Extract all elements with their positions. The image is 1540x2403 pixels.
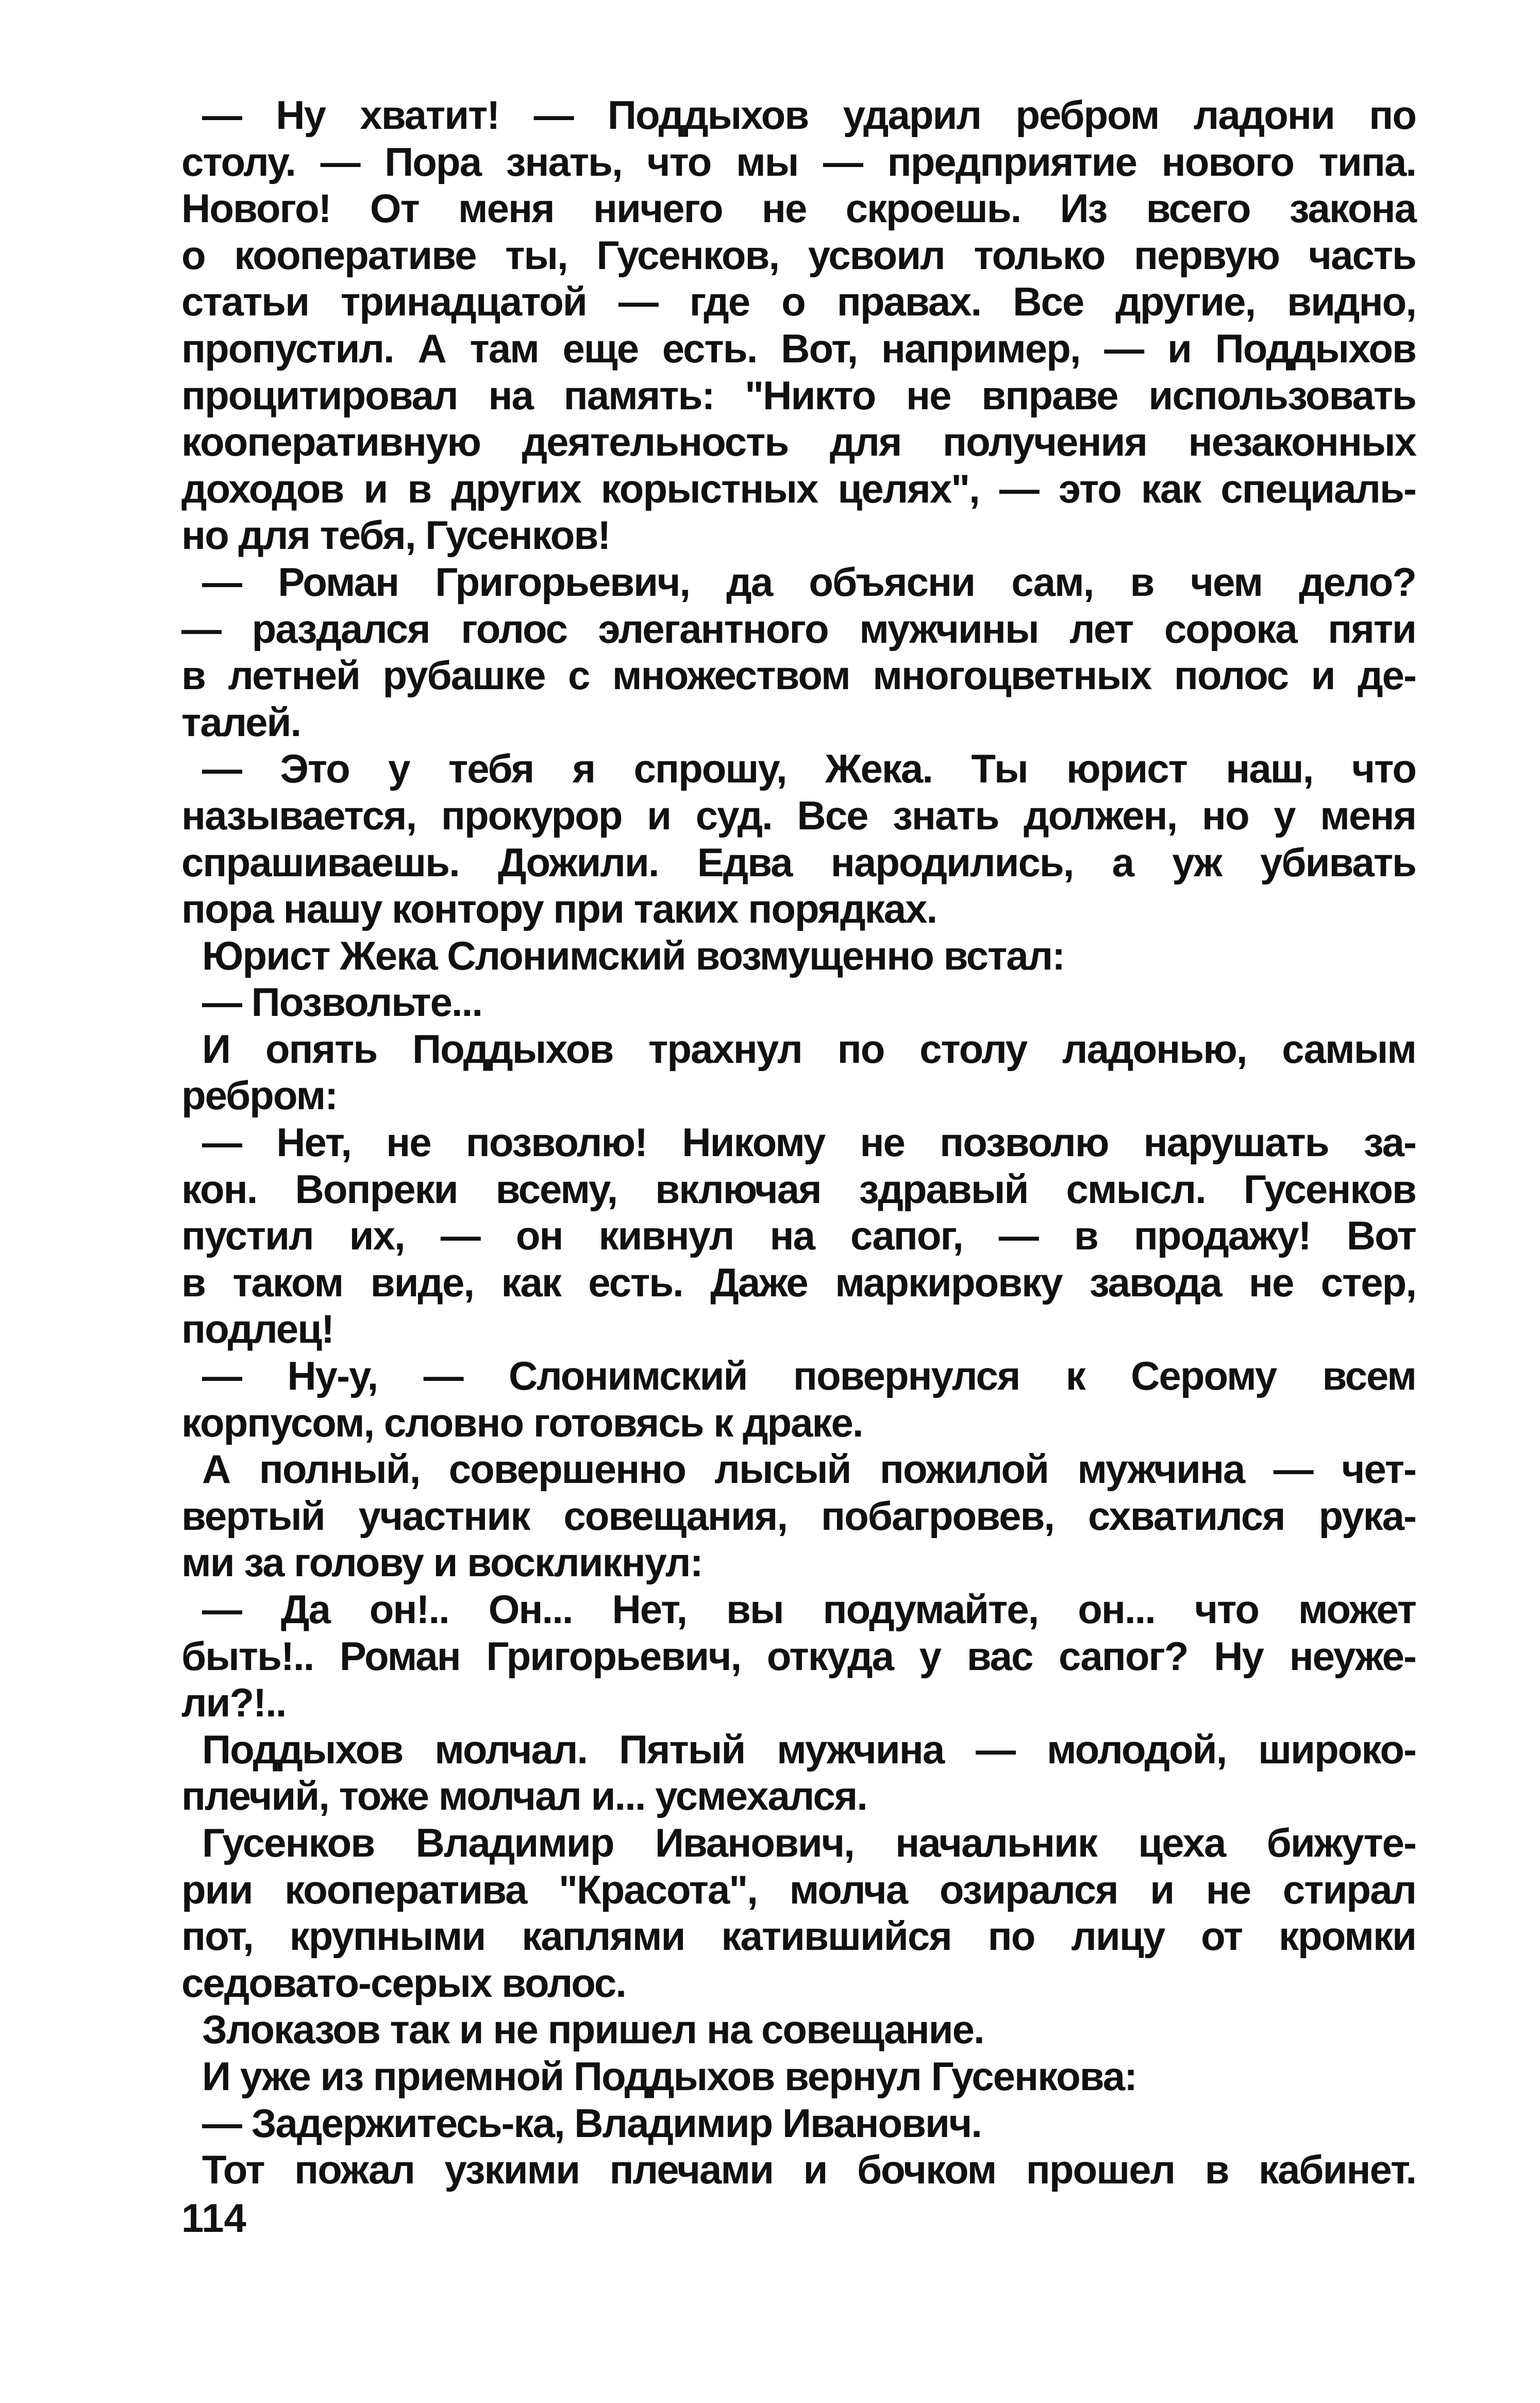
text-line: быть!.. Роман Григорьевич, откуда у вас сапог? Ну неуже- [181, 1633, 1416, 1679]
text-line: пора нашу контору при таких порядках. [181, 886, 937, 932]
text-line: статьи тринадцатой — где о правах. Все другие, видно, [181, 279, 1416, 325]
text-line: в таком виде, как есть. Даже маркировку завода не стер, [181, 1259, 1416, 1305]
text-line: Поддыхов молчал. Пятый мужчина — молодой, широко- [202, 1726, 1416, 1772]
text-line: кооперативную деятельность для получения незаконных [181, 419, 1416, 465]
text-line: И опять Поддыхов трахнул по столу ладонью, самым [202, 1026, 1416, 1072]
text-line: — Это у тебя я спрошу, Жека. Ты юрист наш, что [202, 746, 1416, 792]
text-line: процитировал на память: "Никто не вправе использовать [181, 372, 1416, 418]
text-line: ребром: [181, 1073, 338, 1119]
text-line: седовато-серых волос. [181, 1960, 626, 2006]
text-line: Гусенков Владимир Иванович, начальник цеха бижуте- [202, 1820, 1416, 1865]
text-line: рии кооператива "Красота", молча озирался и не стирал [181, 1866, 1416, 1912]
text-line: о кооперативе ты, Гусенков, усвоил только первую часть [181, 232, 1416, 278]
text-line: — Ну хватит! — Поддыхов ударил ребром ладони по [202, 92, 1416, 138]
text-line: подлец! [181, 1306, 334, 1352]
text-line: Тот пожал узкими плечами и бочком прошел в кабинет. [202, 2147, 1416, 2193]
text-line: талей. [181, 699, 301, 745]
text-line: называется, прокурор и суд. Все знать должен, но у меня [181, 792, 1416, 838]
text-line: Нового! От меня ничего не скроешь. Из всего закона [181, 186, 1416, 231]
text-line: пропустил. А там еще есть. Вот, например, — и Поддыхов [181, 325, 1416, 371]
text-line: столу. — Пора знать, что мы — предприятие нового типа. [181, 139, 1416, 185]
text-line: спрашиваешь. Дожили. Едва народились, а уж убивать [181, 839, 1416, 885]
text-line: А полный, совершенно лысый пожилой мужчина — чет- [202, 1446, 1416, 1492]
text-line: Злоказов так и не пришел на совещание. [202, 2007, 984, 2052]
text-line: пустил их, — он кивнул на сапог, — в продажу! Вот [181, 1213, 1416, 1259]
text-line: доходов и в других корыстных целях", — это как специаль- [181, 465, 1416, 511]
text-line: — Роман Григорьевич, да объясни сам, в чем дело? [202, 559, 1416, 605]
text-line: кон. Вопреки всему, включая здравый смысл. Гусенков [181, 1166, 1416, 1212]
text-line: плечий, тоже молчал и... усмехался. [181, 1773, 867, 1819]
text-line: Юрист Жека Слонимский возмущенно встал: [202, 932, 1065, 978]
text-line: ли?!.. [181, 1680, 286, 1726]
text-line: но для тебя, Гусенков! [181, 512, 610, 558]
text-line: — Да он!.. Он... Нет, вы подумайте, он... что может [202, 1587, 1416, 1632]
text-line: ми за голову и воскликнул: [181, 1540, 702, 1586]
text-line: — Позвольте... [202, 979, 482, 1025]
text-line: — Задержитесь-ка, Владимир Иванович. [202, 2100, 981, 2146]
text-line: — Ну-у, — Слонимский повернулся к Серому всем [202, 1353, 1416, 1399]
text-line: корпусом, словно готовясь к драке. [181, 1399, 863, 1445]
text-line: — раздался голос элегантного мужчины лет сорока пяти [181, 606, 1416, 652]
text-line: — Нет, не позволю! Никому не позволю нарушать за- [202, 1120, 1416, 1165]
text-line: пот, крупными каплями катившийся по лицу от кромки [181, 1913, 1416, 1959]
book-page-text [181, 92, 1416, 2193]
text-line: вертый участник совещания, побагровев, схватился рука- [181, 1493, 1416, 1539]
text-line: И уже из приемной Поддыхов вернул Гусенкова: [202, 2053, 1137, 2099]
text-line: в летней рубашке с множеством многоцветных полос и де- [181, 653, 1416, 698]
page-number: 114 [181, 2195, 246, 2241]
